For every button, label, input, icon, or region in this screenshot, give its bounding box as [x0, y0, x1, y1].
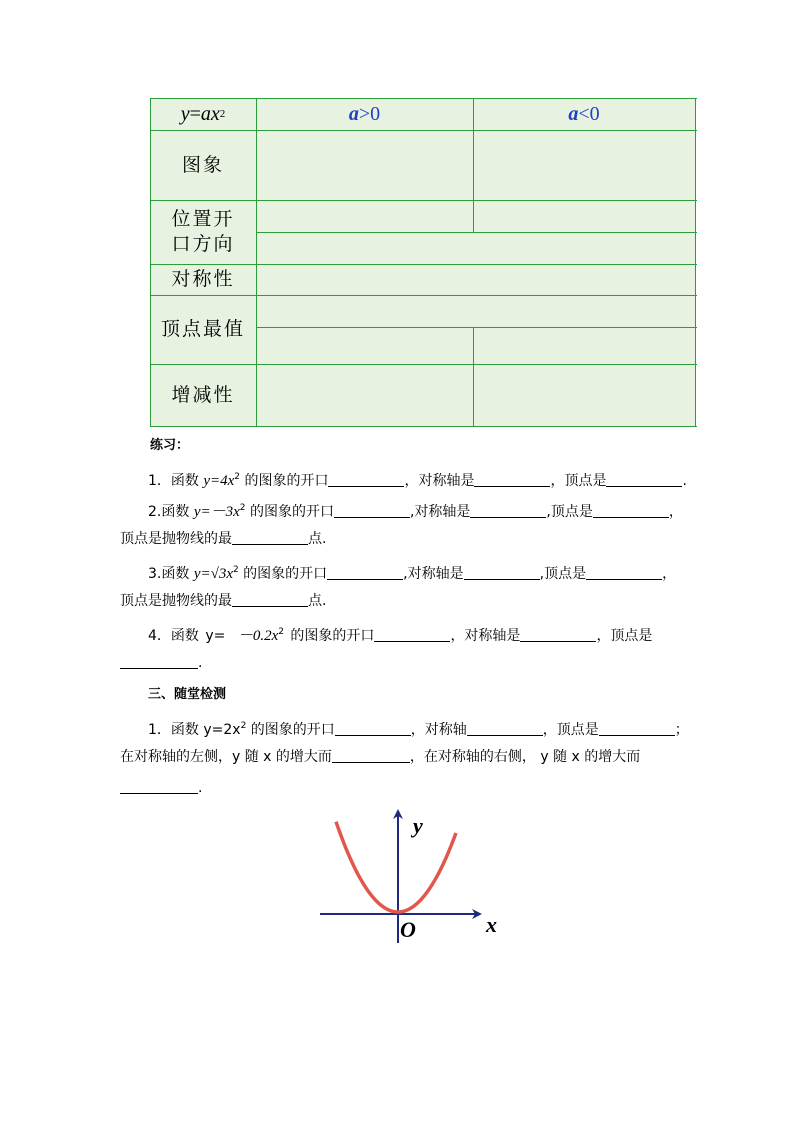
q3-line2-text: 顶点是抛物线的最 [120, 593, 232, 609]
q4-line2-end: . [198, 655, 203, 671]
x-axis-label: x [486, 912, 497, 937]
practice-q3 [148, 560, 676, 584]
test-q1-blank-right-trend[interactable] [120, 779, 198, 794]
parabola-curve [336, 822, 456, 912]
row-label-symmetry: 对称性 [171, 268, 235, 290]
q4-blank-vertex[interactable] [120, 654, 198, 669]
q4-prefix: 4．函数 y= [148, 628, 232, 644]
q4-blank-opening[interactable] [374, 627, 450, 642]
q3-prefix: 3.函数 [148, 566, 194, 582]
q3-function: y=√3x [193, 566, 233, 582]
q3-text: 的图象的开口 [238, 566, 328, 582]
test-section-title: 三、随堂检测 [148, 687, 227, 702]
practice-q2 [148, 498, 683, 522]
header-a-relation: >0 [358, 102, 381, 125]
test-q1-exponent: 2 [240, 721, 247, 731]
header-a-relation: <0 [578, 102, 600, 125]
test-q1-prefix: 1．函数 y=2x [148, 722, 241, 738]
table-rule [256, 232, 697, 233]
parabola-graph [318, 805, 508, 945]
q2-text: ,顶点是 [546, 504, 593, 520]
header-a-positive [256, 98, 473, 130]
q2-text: ,对称轴是 [409, 504, 471, 520]
row-label-monotonic: 增减性 [171, 383, 235, 406]
test-q1 [148, 716, 689, 740]
header-a-var: a [568, 102, 579, 125]
q4-function: －0.2x [237, 628, 279, 644]
table-border-right [695, 98, 696, 427]
q4-text: 的图象的开口 [283, 628, 375, 644]
q2-line2-text: 顶点是抛物线的最 [120, 531, 232, 547]
row-label-vertex: 顶点最值 [160, 318, 245, 340]
q3-blank-opening[interactable] [327, 565, 403, 580]
q4-text: ，顶点是 [596, 628, 653, 644]
header-a-negative [473, 98, 695, 130]
q4-exponent: 2 [278, 627, 284, 637]
q1-blank-axis[interactable] [474, 472, 550, 487]
y-axis-label: y [413, 813, 423, 838]
practice-q4 [148, 622, 652, 646]
q1-function: y=4x [203, 473, 235, 489]
practice-title: 练习： [150, 438, 190, 453]
q2-text: 的图象的开口 [245, 504, 334, 520]
test-q1-blank-vertex[interactable] [599, 721, 675, 736]
q2-exponent: 2 [239, 503, 246, 513]
q4-blank-axis[interactable] [520, 627, 596, 642]
formula-y: y [180, 102, 190, 125]
test-q1-blank-opening[interactable] [335, 721, 411, 736]
test-q1-text: ，对称轴 [410, 722, 467, 738]
formula-equals: = [189, 102, 201, 125]
q3-exponent: 2 [232, 565, 239, 575]
practice-q3-line2 [120, 591, 326, 611]
q2-blank-vertex[interactable] [593, 503, 669, 518]
q2-blank-opening[interactable] [334, 503, 410, 518]
row-label-position-line1: 位置开 [171, 208, 235, 230]
q1-blank-opening[interactable] [328, 472, 404, 487]
test-q1-text: ，顶点是 [542, 722, 599, 738]
q3-text: ,顶点是 [539, 566, 587, 582]
row-label-graph: 图象 [181, 153, 224, 176]
practice-q4-line2 [120, 653, 202, 673]
q1-text: ，顶点是 [550, 473, 607, 489]
test-q1-blank-axis[interactable] [467, 721, 543, 736]
table-rule [473, 327, 474, 427]
test-q1-text: 的图象的开口 [246, 722, 335, 738]
q3-blank-vertex[interactable] [586, 565, 662, 580]
q2-end: ， [668, 504, 683, 520]
origin-label: O [400, 917, 416, 942]
header-formula [150, 98, 256, 130]
table-border-bottom [150, 426, 697, 427]
q1-blank-vertex[interactable] [606, 472, 682, 487]
test-q1-end: ； [674, 722, 689, 738]
formula-exponent: 2 [219, 108, 226, 120]
test-q1-line3-end: . [198, 780, 203, 796]
q2-blank-extreme[interactable] [232, 530, 308, 545]
test-q1-blank-left-trend[interactable] [332, 748, 410, 763]
test-q1-line3 [120, 778, 202, 798]
q3-blank-extreme[interactable] [232, 592, 308, 607]
table-rule [256, 327, 697, 328]
header-a-var: a [348, 102, 359, 125]
q1-prefix: 1．函数 [148, 473, 204, 489]
row-label-position [150, 200, 256, 264]
q1-exponent: 2 [234, 472, 241, 482]
row-label-position-line2: 口方向 [171, 233, 235, 255]
formula-ax: ax [200, 102, 220, 125]
q3-end: ， [662, 566, 677, 582]
q3-text: ,对称轴是 [403, 566, 464, 582]
q3-line2-end: 点. [308, 593, 327, 609]
q2-blank-axis[interactable] [470, 503, 546, 518]
test-q1-line2-left: 在对称轴的左侧，y 随 x 的增大而 [120, 749, 332, 765]
q2-prefix: 2.函数 [148, 504, 194, 520]
practice-q1 [148, 467, 687, 491]
q2-function: y=－3x [193, 504, 240, 520]
q3-blank-axis[interactable] [464, 565, 540, 580]
q1-text: 的图象的开口 [240, 473, 329, 489]
test-q1-line2-right: ，在对称轴的右侧， y 随 x 的增大而 [409, 749, 641, 765]
q4-text: ，对称轴是 [450, 628, 521, 644]
q2-line2-end: 点. [308, 531, 327, 547]
q1-end: . [682, 473, 687, 489]
practice-q2-line2 [120, 529, 326, 549]
test-q1-line2 [120, 747, 640, 767]
quadratic-properties-table [150, 98, 697, 427]
q1-text: ，对称轴是 [404, 473, 475, 489]
table-rule [256, 98, 257, 427]
